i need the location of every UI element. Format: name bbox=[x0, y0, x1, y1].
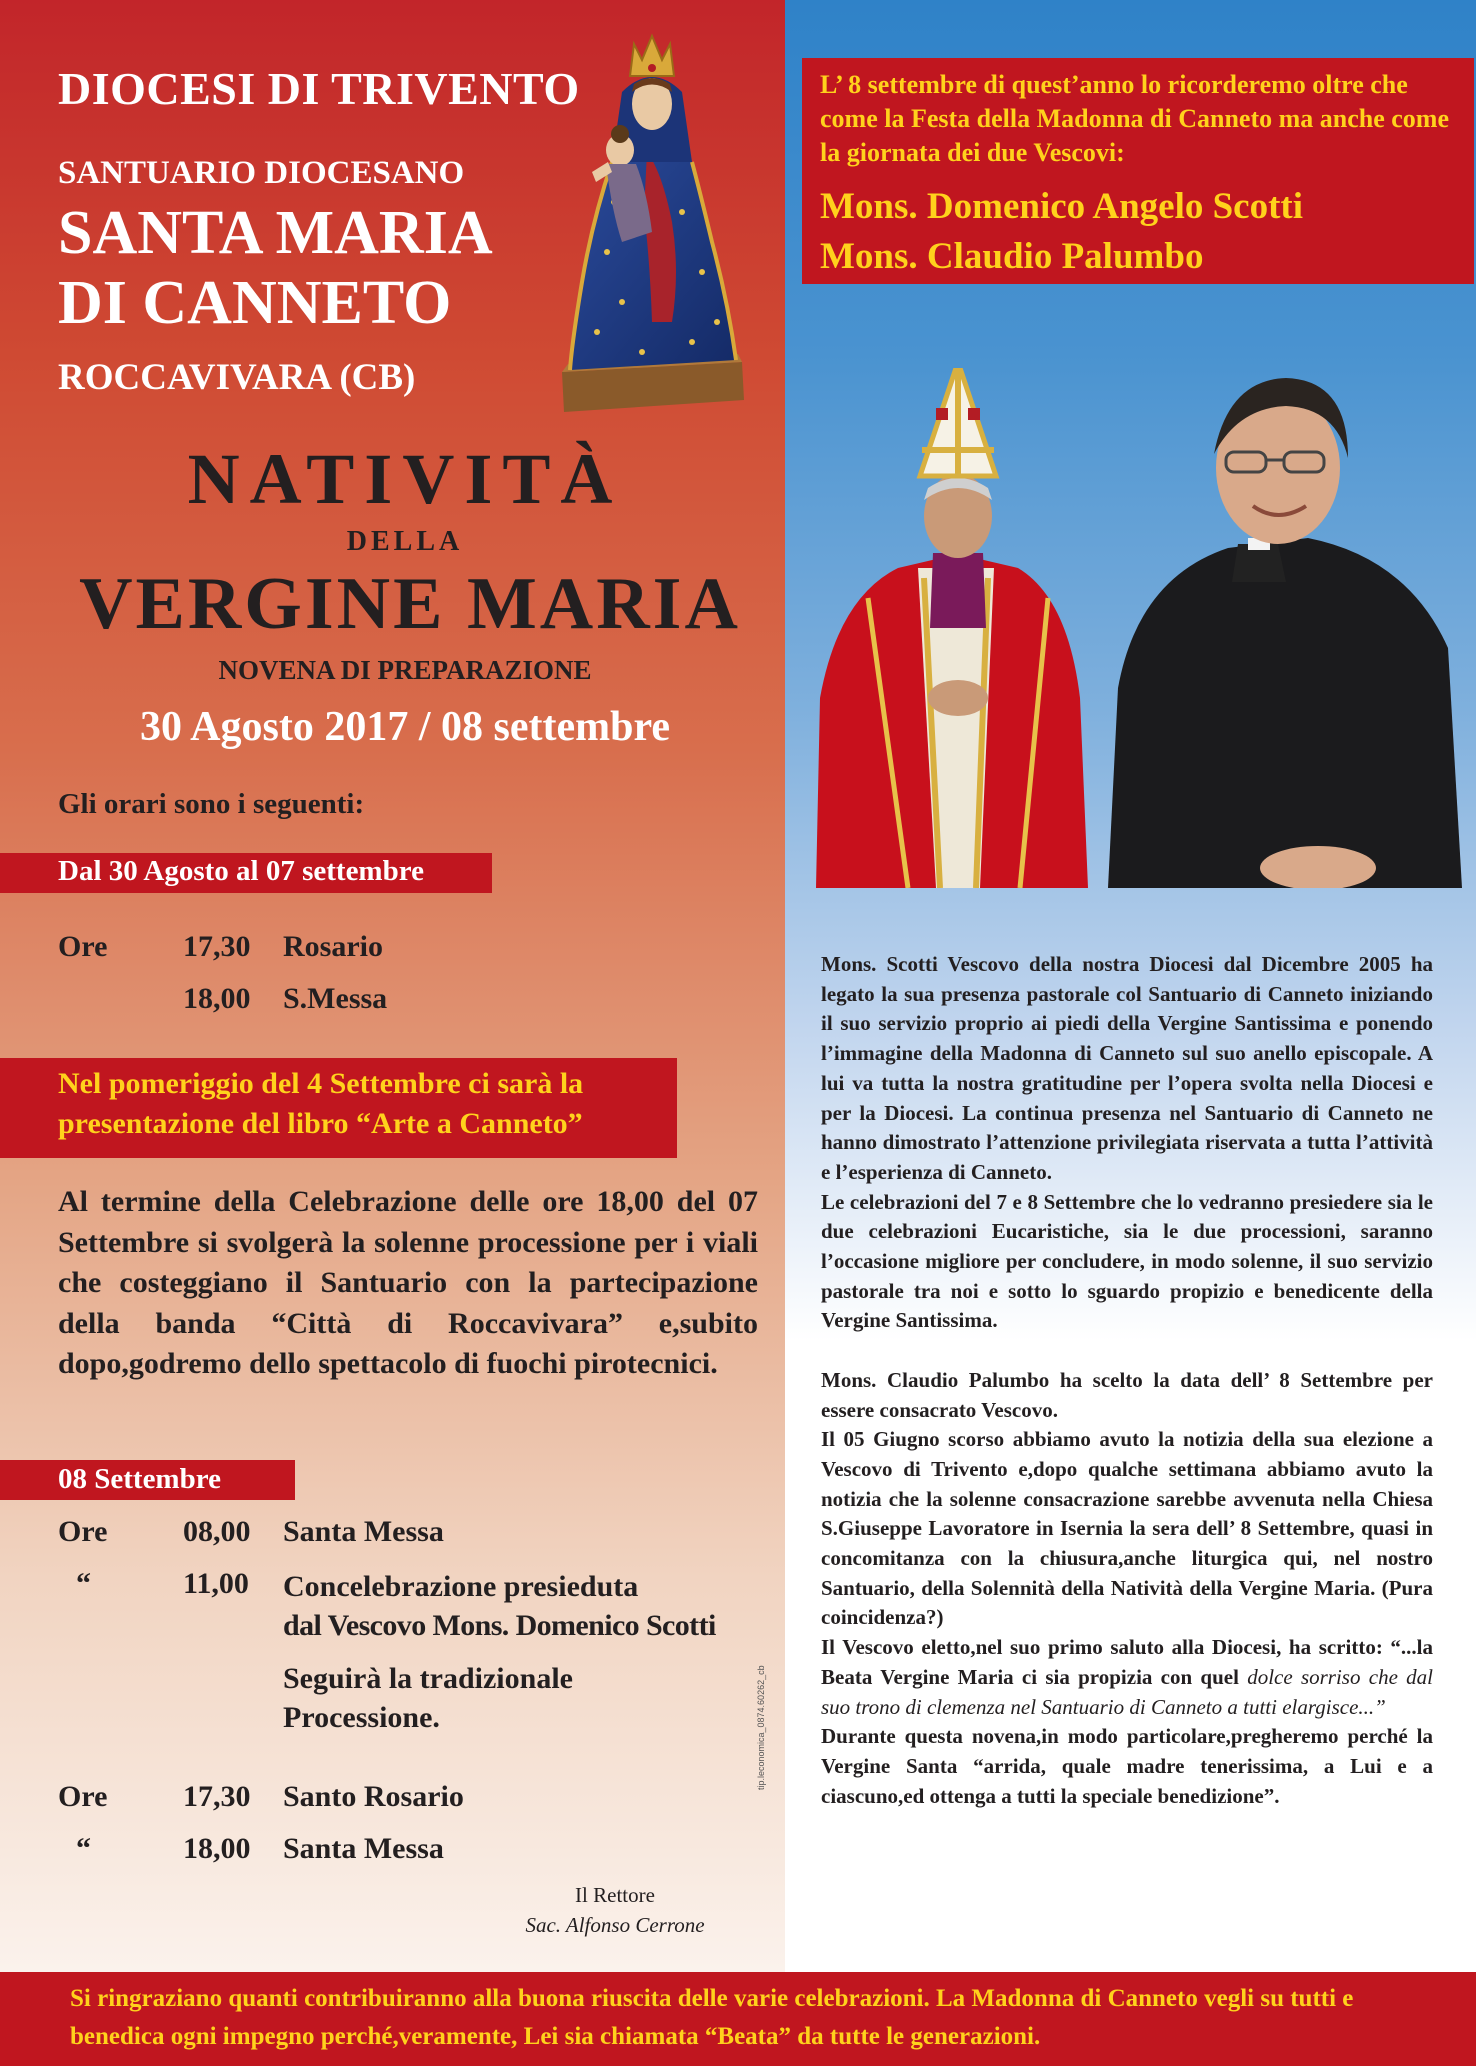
period1-row-time: 18,00 bbox=[183, 982, 251, 1015]
period2-label: 08 Settembre bbox=[58, 1463, 221, 1495]
book-notice-text bbox=[58, 1064, 583, 1144]
sanctuary-name bbox=[58, 198, 493, 338]
sanctuary-subtitle: SANTUARIO DIOCESANO bbox=[58, 155, 465, 191]
article-paragraph: Il 05 Giugno scorso abbiamo avuto la notizia della sua elezione a Vescovo di Trivento e,dopo qualche settimana abbiamo avuto la notizia che la solenne consacrazione sarebbe avvenuta nella Chiesa S.Giuseppe Lavoratore in Isernia la sera dell’ 8 Settembre, quasi in concomitanza con la chiusura,anche liturgica qui, nel nostro Santuario, della Solennità della Natività della Vergine Maria. (Pura coincidenza?) bbox=[821, 1427, 1433, 1630]
period1-label: Dal 30 Agosto al 07 settembre bbox=[58, 855, 424, 887]
period2-header bbox=[0, 1460, 295, 1500]
period2-row-event: Santa Messa bbox=[283, 1832, 444, 1865]
quote-italic: dolce sorriso che dal suo trono di clemenza nel Santuario di Canneto a tutti elargisce...” bbox=[821, 1664, 1433, 1719]
footer-text: Si ringraziano quanti contribuiranno alla buona riuscita delle varie celebrazioni. La Madonna di Canneto vegli su tutti e benedica ogni impegno perché,veramente, Lei sia chiamata “Beata” da tutte le generazioni. bbox=[70, 1985, 1354, 2050]
period2-event-line1: Seguirà la tradizionale bbox=[283, 1662, 573, 1695]
signature-role: Il Rettore bbox=[575, 1883, 655, 1907]
period2-row-event bbox=[283, 1567, 716, 1645]
feast-title-della: DELLA bbox=[346, 526, 464, 557]
article-paragraph: Le celebrazioni del 7 e 8 Settembre che lo vedranno presiedere sia le due celebrazioni Eucaristiche, sia le due processioni, saranno l’occasione migliore per concludere, in modo solenne, il suo servizio pastorale tra noi e sotto lo sguardo propizio e benedicente della Vergine Santissima. bbox=[821, 1189, 1433, 1333]
novena-subtitle: NOVENA DI PREPARAZIONE bbox=[218, 655, 592, 685]
period1-row-event: Rosario bbox=[283, 930, 383, 963]
sanctuary-name-line2: DI CANNETO bbox=[58, 269, 452, 337]
quote-intro: Il Vescovo eletto,nel suo primo saluto alla Diocesi, ha scritto: “...la Beata Vergine Maria ci sia propizia con quel bbox=[821, 1635, 1433, 1689]
period1-row-time: 17,30 bbox=[183, 930, 251, 963]
diocese-title: DIOCESI DI TRIVENTO bbox=[58, 63, 580, 114]
book-notice-line2: presentazione del libro “Arte a Canneto” bbox=[58, 1107, 583, 1140]
period2-event-line2: Processione. bbox=[283, 1701, 440, 1734]
bishop-name-1: Mons. Domenico Angelo Scotti bbox=[820, 186, 1304, 227]
procession-paragraph: Al termine della Celebrazione delle ore 18,00 del 07 Settembre si svolgerà la solenne processione per i viali che costeggiano il Santuario con la partecipazione della banda “Città di Roccavivara” e,subito dopo,godremo dello spettacolo di fuochi pirotecnici. bbox=[58, 1185, 758, 1380]
madonna-statue-image bbox=[552, 22, 752, 414]
bishop-name-2: Mons. Claudio Palumbo bbox=[820, 236, 1204, 277]
paragraph-gap bbox=[821, 1336, 1433, 1366]
sanctuary-name-line1: SANTA MARIA bbox=[58, 199, 493, 267]
feast-title-vergine: VERGINE MARIA bbox=[79, 563, 741, 645]
article-paragraph: Mons. Claudio Palumbo ha scelto la data dell’ 8 Settembre per essere consacrato Vescovo. bbox=[821, 1367, 1433, 1422]
period1-row-prefix: Ore bbox=[58, 930, 108, 963]
period2-row-prefix: “ bbox=[76, 1567, 91, 1600]
book-notice-box bbox=[0, 1058, 677, 1158]
period1-row-event: S.Messa bbox=[283, 982, 388, 1015]
period2-row-prefix: Ore bbox=[58, 1515, 108, 1548]
printer-note: tip.leconomica_0874.60262_cb bbox=[756, 1665, 766, 1790]
period2-event-line1: Concelebrazione presieduta bbox=[283, 1570, 639, 1603]
bishop-scotti-figure bbox=[816, 368, 1088, 888]
bishops-intro-box bbox=[802, 58, 1474, 284]
period1-header bbox=[0, 853, 492, 893]
period2-row-time: 11,00 bbox=[183, 1567, 249, 1600]
period2-event-line2: dal Vescovo Mons. Domenico Scotti bbox=[283, 1609, 716, 1642]
bishops-article bbox=[821, 950, 1433, 1811]
bishops-photo bbox=[808, 368, 1466, 888]
signature bbox=[490, 1880, 740, 1940]
article-paragraph-quote bbox=[821, 1633, 1433, 1722]
article-paragraph: Mons. Scotti Vescovo della nostra Diocesi dal Dicembre 2005 ha legato la sua presenza pastorale col Santuario di Canneto iniziando il suo servizio proprio ai piedi della Vergine Santissima e ponendo l’immagine della Madonna di Canneto sul suo anello episcopale. A lui va tutta la nostra gratitudine per l’opera svolta nella Diocesi e per la Diocesi. La continua presenza nel Santuario di Canneto ne hanno dimostrato l’attenzione privilegiata riservata a tutta l’attività e l’esperienza di Canneto. bbox=[821, 952, 1433, 1184]
article-paragraph: Durante questa novena,in modo particolare,pregheremo perché la Vergine Santa “arrida, quale madre tenerissima, a Lui e a ciascuno,ed ottenga a tutti la speciale benedizione”. bbox=[821, 1724, 1433, 1808]
signature-name: Sac. Alfonso Cerrone bbox=[525, 1913, 705, 1937]
period2-row-prefix: “ bbox=[76, 1832, 91, 1865]
feast-title: NATIVITÀ bbox=[187, 439, 623, 519]
sanctuary-place: ROCCAVIVARA (CB) bbox=[58, 357, 416, 398]
period2-row-time: 18,00 bbox=[183, 1832, 251, 1865]
period2-row-event: Santa Messa bbox=[283, 1515, 444, 1548]
bishops-intro-text: L’ 8 settembre di quest’anno lo ricorderemo oltre che come la Festa della Madonna di Canneto ma anche come la giornata dei due Vescovi: bbox=[820, 70, 1450, 167]
period2-row-time: 17,30 bbox=[183, 1780, 251, 1813]
period2-row-event: Santo Rosario bbox=[283, 1780, 464, 1813]
period2-row-event bbox=[283, 1659, 573, 1737]
period2-row-prefix: Ore bbox=[58, 1780, 108, 1813]
period2-row-time: 08,00 bbox=[183, 1515, 251, 1548]
bishops-names bbox=[820, 182, 1303, 282]
schedule-intro: Gli orari sono i seguenti: bbox=[58, 788, 365, 820]
book-notice-line1: Nel pomeriggio del 4 Settembre ci sarà la bbox=[58, 1067, 584, 1100]
event-dates: 30 Agosto 2017 / 08 settembre bbox=[140, 704, 670, 750]
bishop-palumbo-figure bbox=[1108, 378, 1462, 888]
